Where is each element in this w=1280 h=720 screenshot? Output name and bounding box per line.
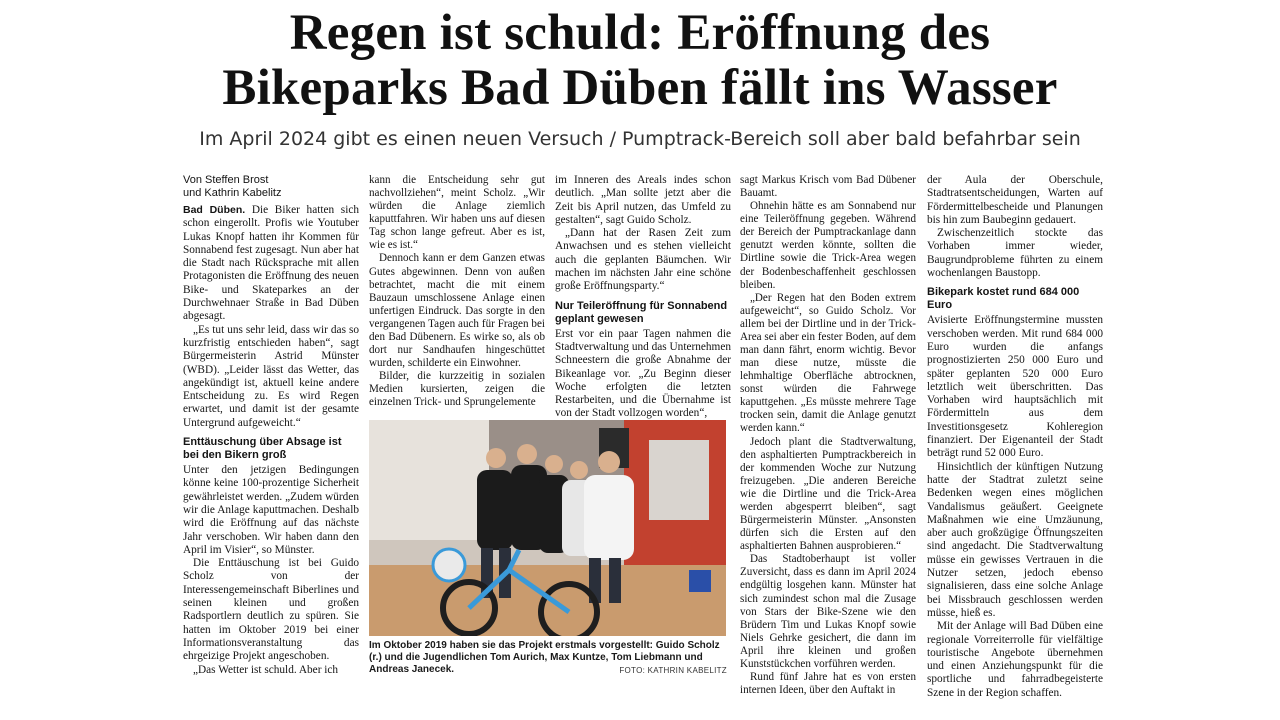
paragraph: „Das Wetter ist schuld. Aber ich [193,663,339,676]
paragraph: im Inneren des Areals indes schon deutlich. „Man sollte jetzt aber die Zeit bis April nutzen, das Umfeld zu gestalten“, sagt Guido Scholz. [555,174,731,226]
article-column-4 [740,174,916,697]
headline [0,6,1280,116]
paragraph: „Der Regen hat den Boden extrem aufgeweicht“, so Guido Scholz. Vor allem bei der Dirtline und in der Trick-Area sei aber ein fester Boden, auf dem man dann fährt, enorm wichtig. Bevor man diese nutze, müsste die lehmhaltige Oberfläche abtrocknen, sonst würden die Fahrwege kaputtgehen. „Es müsste mehrere Tage trocken sein, damit die Anlage genutzt werden kann.“ [740,291,916,435]
paragraph: Das Stadtoberhaupt ist voller Zuversicht, dass es dann im April 2024 endgültig losgehen kann. Münster hat sich zumindest schon mal die Zusage von Stars der Bike-Szene wie den Brüdern Tim und Lukas Knopf sowie Niels Gehrke gesichert, die dann im April ihre kleinen und großen Kunststückchen vorführen werden. [740,553,916,670]
section-subhead: Enttäuschung über Absage ist bei den Bikern groß [183,436,342,462]
byline-author-1: Von Steffen Brost [183,174,269,186]
paragraph [183,204,359,324]
paragraph: Zwischenzeitlich stockte das Vorhaben immer wieder, Baugrundprobleme führten zu einem wochenlangen Baustopp. [927,227,1103,280]
paragraph: Hinsichtlich der künftigen Nutzung hatte der Stadtrat zuletzt seine Bedenken wegen eines möglichen Vandalismus geäußert. Geeignete Maßnahmen wie eine Umzäunung, aber auch großzügige Öffnungszeiten sind angedacht. Die Stadtverwaltung müsse ein gewisses Vertrauen in die Nutzer setzen, jedoch ebenso signalisieren, dass eine solche Anlage bei Missbrauch geschlossen werden müsse, hieß es. [927,460,1103,619]
paragraph: Unter den jetzigen Bedingungen könne keine 100-prozentige Sicherheit gewährleistet werden. „Zudem würden wir die Anlage kaputtmachen. Deshalb wird die Eröffnung auf das nächste Jahr verschoben. Wir haben dann den April im Visier“, so Münster. [183,464,359,556]
byline-author-2: und Kathrin Kabelitz [183,187,282,199]
article-column-3 [555,174,731,421]
paragraph: Jedoch plant die Stadtverwaltung, den asphaltierten Pumptrackbereich in der kommenden Woche zur Nutzung freizugeben. „Die anderen Bereiche wie die Dirtline und die Trick-Area werden abgesperrt bleiben“, sagt Bürgermeisterin Münster. „Ansonsten dürfen sich die Ersten auf den asphaltierten Bahnen ausprobieren.“ [740,435,916,553]
section-subhead: Nur Teileröffnung für Sonnabend geplant gewesen [555,299,728,325]
photo-illustration [369,420,726,636]
paragraph: Ohnehin hätte es am Sonnabend nur eine Teileröffnung gegeben. Während der Bereich der Pumptrackanlage dann genutzt werden könnte, sollten die Dirtline sowie die Trick-Area wegen der Bodenbeschaffenheit geschlossen bleiben. [740,200,916,291]
paragraph: „Es tut uns sehr leid, dass wir das so kurzfristig entschieden haben“, sagt Bürgermeisterin Astrid Münster (WBD). „Leider lässt das Wetter, das angekündigt ist, aktuell keine andere Entscheidung zu. Es wird Regen erwartet, und damit ist der gesamte Untergrund aufgeweicht.“ [183,323,359,429]
byline [183,174,359,200]
headline-line-2: Bikeparks Bad Düben fällt ins Wasser [222,60,1058,116]
paragraph-text: Die Biker hatten sich schon eingerollt. Profis wie Youtuber Lukas Knopf hatten ihr Kommen für Sonnabend fest zugesagt. Nun aber hat die Stadt nach Rücksprache mit allen Protagonisten die Eröffnung des neuen Bike- und Skateparkes an der Durchwehnaer Straße in Bad Düben abgesagt. [183,204,359,323]
paragraph: Avisierte Eröffnungstermine mussten verschoben werden. Mit rund 684 000 Euro wurden die anfangs prognostizierten 250 000 Euro und später geplanten 520 000 Euro letztlich weit überschritten. Das Vorhaben wird hauptsächlich mit Fördermitteln aus dem Investitionsgesetz Kohleregion finanziert. Der Eigenanteil der Stadt beträgt rund 52 000 Euro. [927,314,1103,460]
article-column-1 [183,174,359,677]
paragraph: Die Enttäuschung ist bei Guido Scholz von der Interessengemeinschaft Biberlines und seinen kleinen und großen Radsportlern deutlich zu spüren. Sie hatten im Oktober 2019 bei einer Informationsveranstaltung das ehrgeizige Projekt angeschoben. [183,557,359,663]
paragraph: sagt Markus Krisch vom Bad Dübener Bauamt. [740,174,916,200]
paragraph: „Dann hat der Rasen Zeit zum Anwachsen und es stehen vielleicht auch die geplanten Bäumchen. Wir machen im nächsten Jahr eine schöne große Eröffnungsparty.“ [555,227,731,293]
dateline: Bad Düben. [183,204,246,216]
photo-credit: FOTO: KATHRIN KABELITZ [619,666,727,675]
paragraph: Erst vor ein paar Tagen nahmen die Stadtverwaltung und das Unternehmen Schneestern die große Abnahme der Bikeanlage vor. „Zu Beginn dieser Woche erfolgten die letzten Restarbeiten, und die Übernahme ist von der Stadt vollzogen worden“, [555,327,732,420]
subheadline: Im April 2024 gibt es einen neuen Versuch / Pumptrack-Bereich soll aber bald befahrbar sein [199,128,1081,150]
paragraph: Bilder, die kurzzeitig in sozialen Medien kursierten, zeigen die einzelnen Trick- und Sprungelemente [369,370,545,409]
paragraph: kann die Entscheidung sehr gut nachvollziehen“, meint Scholz. „Wir würden die Anlage ziemlich kaputtfahren. Wir haben uns auf diesen Tag schon lange gefreut. Aber es ist, wie es ist.“ [369,174,545,252]
article-column-5 [927,174,1103,700]
section-subhead: Bikepark kostet rund 684 000 Euro [927,286,1080,312]
paragraph: Mit der Anlage will Bad Düben eine regionale Vorreiterrolle für vielfältige touristische Angebote übernehmen und einen Anziehungspunkt für die sportliche und fahrradbegeisterte Szene in der Region schaffen. [927,620,1103,699]
article-column-2 [369,174,545,409]
paragraph: Rund fünf Jahre hat es von ersten internen Ideen, über den Auftakt in [740,670,916,697]
article-photo [369,420,726,636]
photo-caption: Im Oktober 2019 haben sie das Projekt erstmals vorgestellt: Guido Scholz (r.) und die Jugendlichen Tom Aurich, Max Kuntze, Tom Liebmann und Andreas Janecek. [369,640,720,675]
paragraph: Dennoch kann er dem Ganzen etwas Gutes abgewinnen. Denn von außen betrachtet, macht die mit einem Bauzaun umschlossene Anlage einen unfertigen Eindruck. Das sorgte in den vergangenen Tagen auch für Fragen bei den Bad Dübenern. Es wirke so, als ob dort nur Sandhaufen hingeschüttet wurden, schilderte ein Einwohner. [369,252,545,370]
paragraph: der Aula der Oberschule, Stadtratsentscheidungen, Warten auf Fördermittelbescheide und Planungen bis hin zum Baubeginn gedauert. [927,174,1103,226]
headline-line-1: Regen ist schuld: Eröffnung des [289,5,991,61]
